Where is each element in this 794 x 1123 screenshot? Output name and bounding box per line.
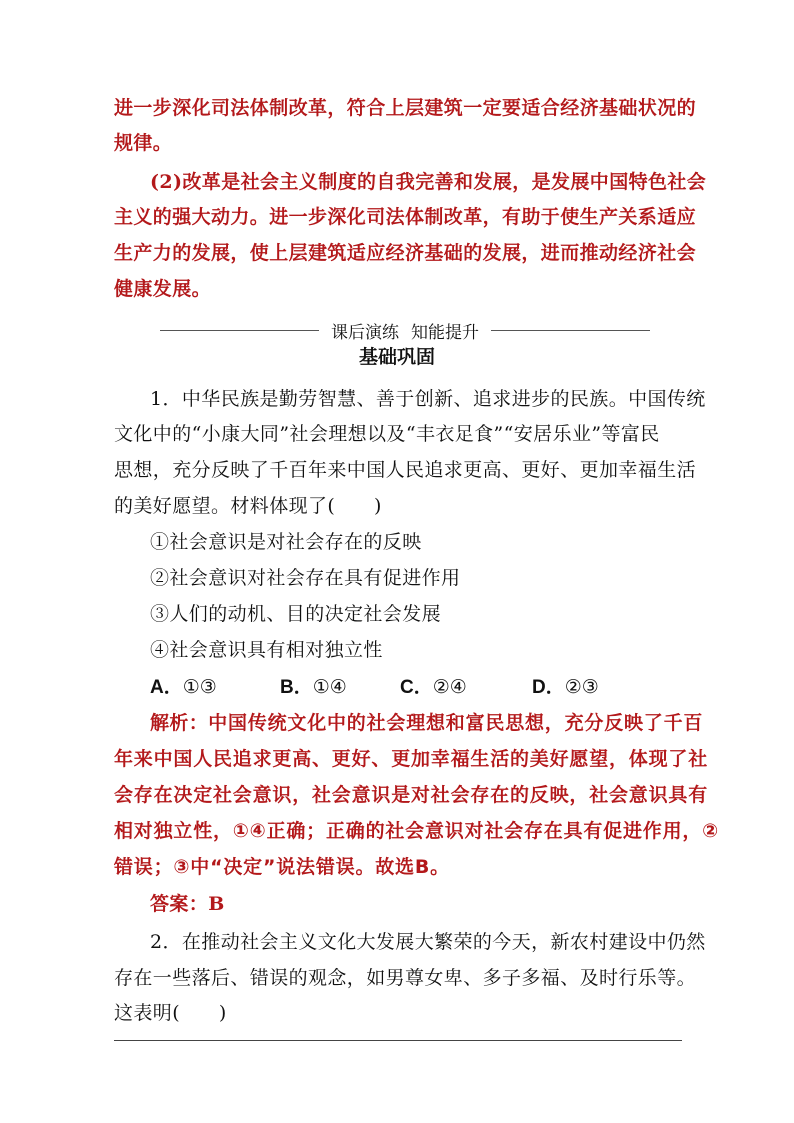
q2-line-2: 存在一些落后、错误的观念，如男尊女卑、多子多福、及时行乐等。 [114,967,697,989]
option-letter: A． [150,677,183,698]
intro-line-1: 进一步深化司法体制改革，符合上层建筑一定要适合经济基础状况的 [114,97,697,119]
q1-item-4: ④社会意识具有相对独立性 [150,639,383,661]
q1-option-b [280,675,347,700]
q1-analysis-line-1 [150,711,703,735]
q1-item-3: ③人们的动机、目的决定社会发展 [150,603,442,625]
q1-analysis-line-4: 相对独立性，①④正确；正确的社会意识对社会存在具有促进作用，② [114,820,720,842]
intro-line-3: (2)改革是社会主义制度的自我完善和发展，是发展中国特色社会 [150,171,707,193]
intro-line-6: 健康发展。 [114,278,212,300]
q1-option-d [532,675,599,700]
q1-analysis-line-3: 会存在决定社会意识，社会意识是对社会存在的反映，社会意识具有 [114,784,709,806]
option-text: ①③ [182,676,217,698]
q1-option-a [150,675,217,700]
section-title: 基础巩固 [358,346,435,368]
option-text: ②③ [564,676,599,698]
q2-line-3: 这表明( ) [114,1002,227,1024]
q1-item-2: ②社会意识对社会存在具有促进作用 [150,567,461,589]
divider-rule-right [491,330,650,331]
q1-option-c [400,675,467,700]
q1-analysis-line-2: 年来中国人民追求更高、更好、更加幸福生活的美好愿望，体现了社 [114,748,709,770]
divider-label-left: 课后演练 [331,322,399,343]
q1-analysis-line-5: 错误；③中“决定”说法错误。故选B。 [114,856,450,878]
divider-rule-left [160,330,319,331]
divider-label-right: 知能提升 [411,322,479,343]
answer-label: 答案： [150,893,209,915]
q1-line-4: 的美好愿望。材料体现了( ) [114,495,382,517]
answer-value: B [208,893,225,915]
intro-line-5: 生产力的发展，使上层建筑适应经济基础的发展，进而推动经济社会 [114,242,697,264]
q2-line-1: 2．在推动社会主义文化大发展大繁荣的今天，新农村建设中仍然 [150,931,706,953]
footer-rule [114,1040,682,1041]
option-text: ①④ [312,676,347,698]
analysis-label: 解析： [150,712,209,734]
q1-line-3: 思想，充分反映了千百年来中国人民追求更高、更好、更加幸福生活 [114,459,697,481]
q1-answer [150,892,225,916]
option-letter: B． [280,677,313,698]
option-letter: C． [400,677,433,698]
divider-label [319,318,491,343]
q1-line-1: 1．中华民族是勤劳智慧、善于创新、追求进步的民族。中国传统 [150,388,706,410]
q1-item-1: ①社会意识是对社会存在的反映 [150,531,422,553]
q1-line-2: 文化中的“小康大同”社会理想以及“丰衣足食”“安居乐业”等富民 [114,423,660,445]
option-text: ②④ [432,676,467,698]
option-letter: D． [532,677,565,698]
section-divider [160,318,650,342]
intro-line-4: 主义的强大动力。进一步深化司法体制改革，有助于使生产关系适应 [114,206,697,228]
intro-line-2: 规律。 [114,132,173,154]
analysis-text: 中国传统文化中的社会理想和富民思想，充分反映了千百 [208,712,704,734]
